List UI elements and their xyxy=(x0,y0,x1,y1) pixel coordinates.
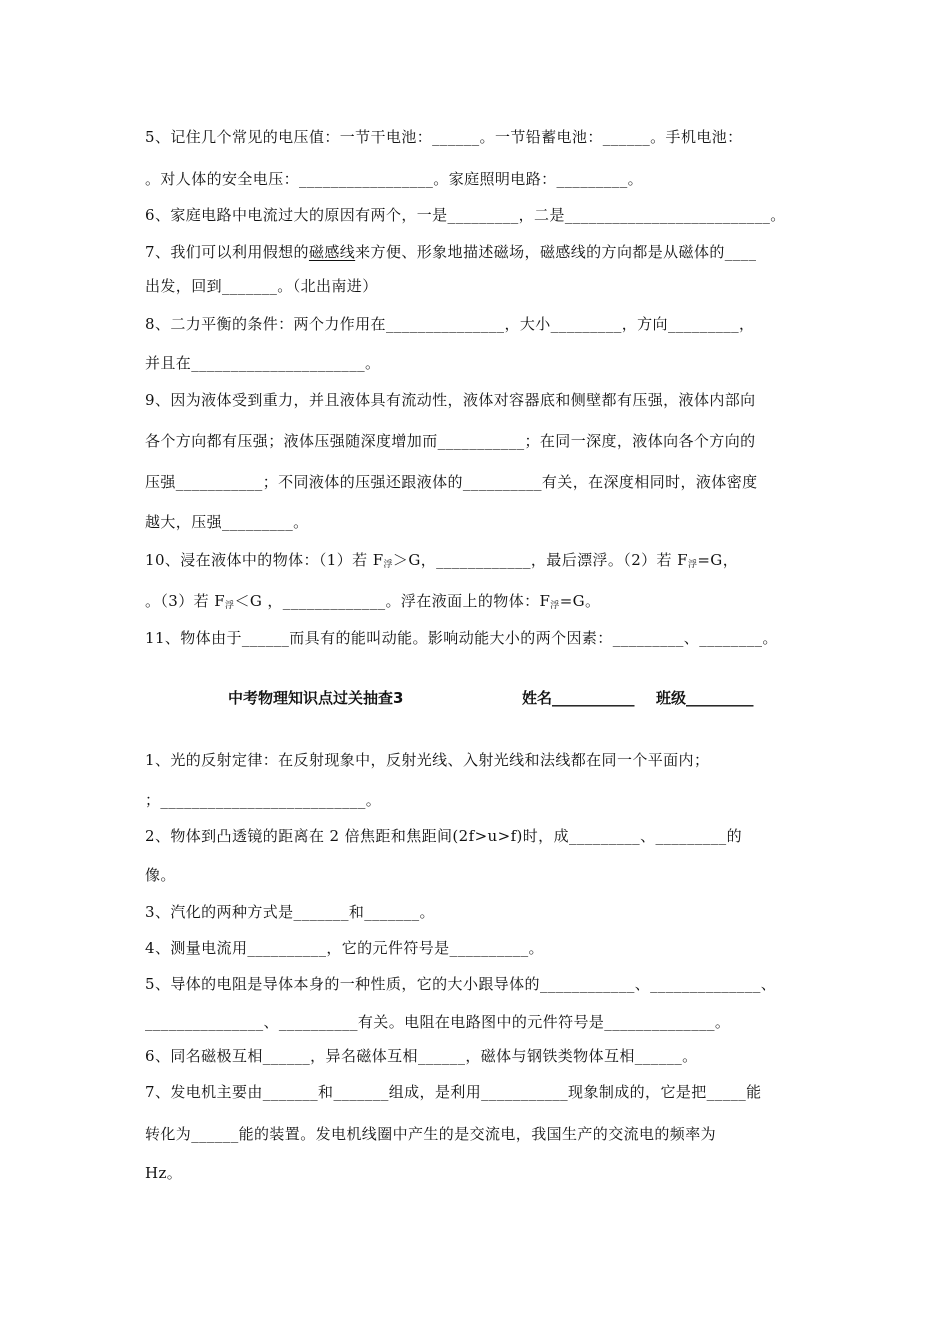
question-9-pressure-line-4: 越大，压强_________。 xyxy=(145,513,309,531)
question-10-buoyancy-line-1 xyxy=(145,550,738,575)
part-2-question-7-line-3: Hz。 xyxy=(145,1164,183,1182)
subscript-float: 浮 xyxy=(687,560,698,570)
student-name-field: 姓名___________ xyxy=(522,689,635,707)
question-10-text-a: 10、浸在液体中的物体：（1）若 F xyxy=(145,551,384,569)
question-7-magnetic-line-2: 出发，回到_______。（北出南进） xyxy=(145,277,378,295)
question-6-current: 6、家庭电路中电流过大的原因有两个，一是_________，二是__________________________。 xyxy=(145,206,786,224)
question-5-voltage-line-2: 。对人体的安全电压：_________________。家庭照明电路：_________。 xyxy=(145,170,644,188)
question-10-text-e: ＜G ，_____________。浮在液面上的物体：F xyxy=(234,592,551,610)
question-5-voltage-line-1: 5、记住几个常见的电压值：一节干电池：______。一节铅蓄电池：______。手机电池： xyxy=(145,128,743,146)
subscript-float: 浮 xyxy=(225,601,235,611)
subscript-float: 浮 xyxy=(383,560,393,570)
part-2-question-5-line-2: _______________、__________有关。电阻在电路图中的元件符号是______________。 xyxy=(145,1013,731,1031)
part-2-question-5-line-1: 5、导体的电阻是导体本身的一种性质，它的大小跟导体的____________、______________、 xyxy=(145,975,777,993)
question-10-text-c: =G， xyxy=(697,551,739,569)
part-2-question-2-line-2: 像。 xyxy=(145,866,176,884)
question-11-kinetic-energy: 11、物体由于______而具有的能叫动能。影响动能大小的两个因素：_________、________。 xyxy=(145,629,778,647)
part-2-question-1-line-2: ；__________________________。 xyxy=(145,791,382,809)
underlined-term: 磁感线 xyxy=(308,243,356,261)
quiz-title: 中考物理知识点过关抽查3 xyxy=(228,689,404,707)
part-2-question-6: 6、同名磁极互相______，异名磁体互相______，磁体与钢铁类物体互相______。 xyxy=(145,1047,698,1065)
question-10-text-f: =G。 xyxy=(559,592,601,610)
part-2-question-7-line-1: 7、发电机主要由_______和_______组成，是利用___________现象制成的，它是把_____能 xyxy=(145,1083,762,1101)
question-7-text-a: 7、我们可以利用假想的 xyxy=(145,243,309,261)
question-7-magnetic-line-1 xyxy=(145,242,756,262)
question-9-pressure-line-3: 压强___________；不同液体的压强还跟液体的__________有关，在深度相同时，液体密度 xyxy=(145,473,758,491)
part-2-question-4: 4、测量电流用__________，它的元件符号是__________。 xyxy=(145,939,544,957)
part-2-question-3: 3、汽化的两种方式是_______和_______。 xyxy=(145,903,435,921)
question-7-text-b: 来方便、形象地描述磁场，磁感线的方向都是从磁体的____ xyxy=(355,243,757,261)
question-8-balance-line-1: 8、二力平衡的条件：两个力作用在_______________，大小_________，方向_________， xyxy=(145,315,755,333)
part-2-question-7-line-2: 转化为______能的装置。发电机线圈中产生的是交流电，我国生产的交流电的频率为 xyxy=(145,1125,717,1143)
question-8-balance-line-2: 并且在______________________。 xyxy=(145,354,381,372)
question-10-text-b: ＞G，____________，最后漂浮。（2）若 F xyxy=(392,551,688,569)
subscript-float: 浮 xyxy=(550,601,560,611)
part-2-question-2-line-1: 2、物体到凸透镜的距离在 2 倍焦距和焦距间(2f>u>f)时，成_________、_________的 xyxy=(145,827,742,845)
question-10-buoyancy-line-2 xyxy=(145,591,600,616)
class-field: 班级_________ xyxy=(656,689,754,707)
part-2-question-1-line-1: 1、光的反射定律：在反射现象中，反射光线、入射光线和法线都在同一个平面内； xyxy=(145,751,710,769)
question-9-pressure-line-2: 各个方向都有压强；液体压强随深度增加而___________；在同一深度，液体向各个方向的 xyxy=(145,432,756,450)
question-10-text-d: 。（3）若 F xyxy=(145,592,226,610)
question-9-pressure-line-1: 9、因为液体受到重力，并且液体具有流动性，液体对容器底和侧壁都有压强，液体内部向 xyxy=(145,391,756,409)
